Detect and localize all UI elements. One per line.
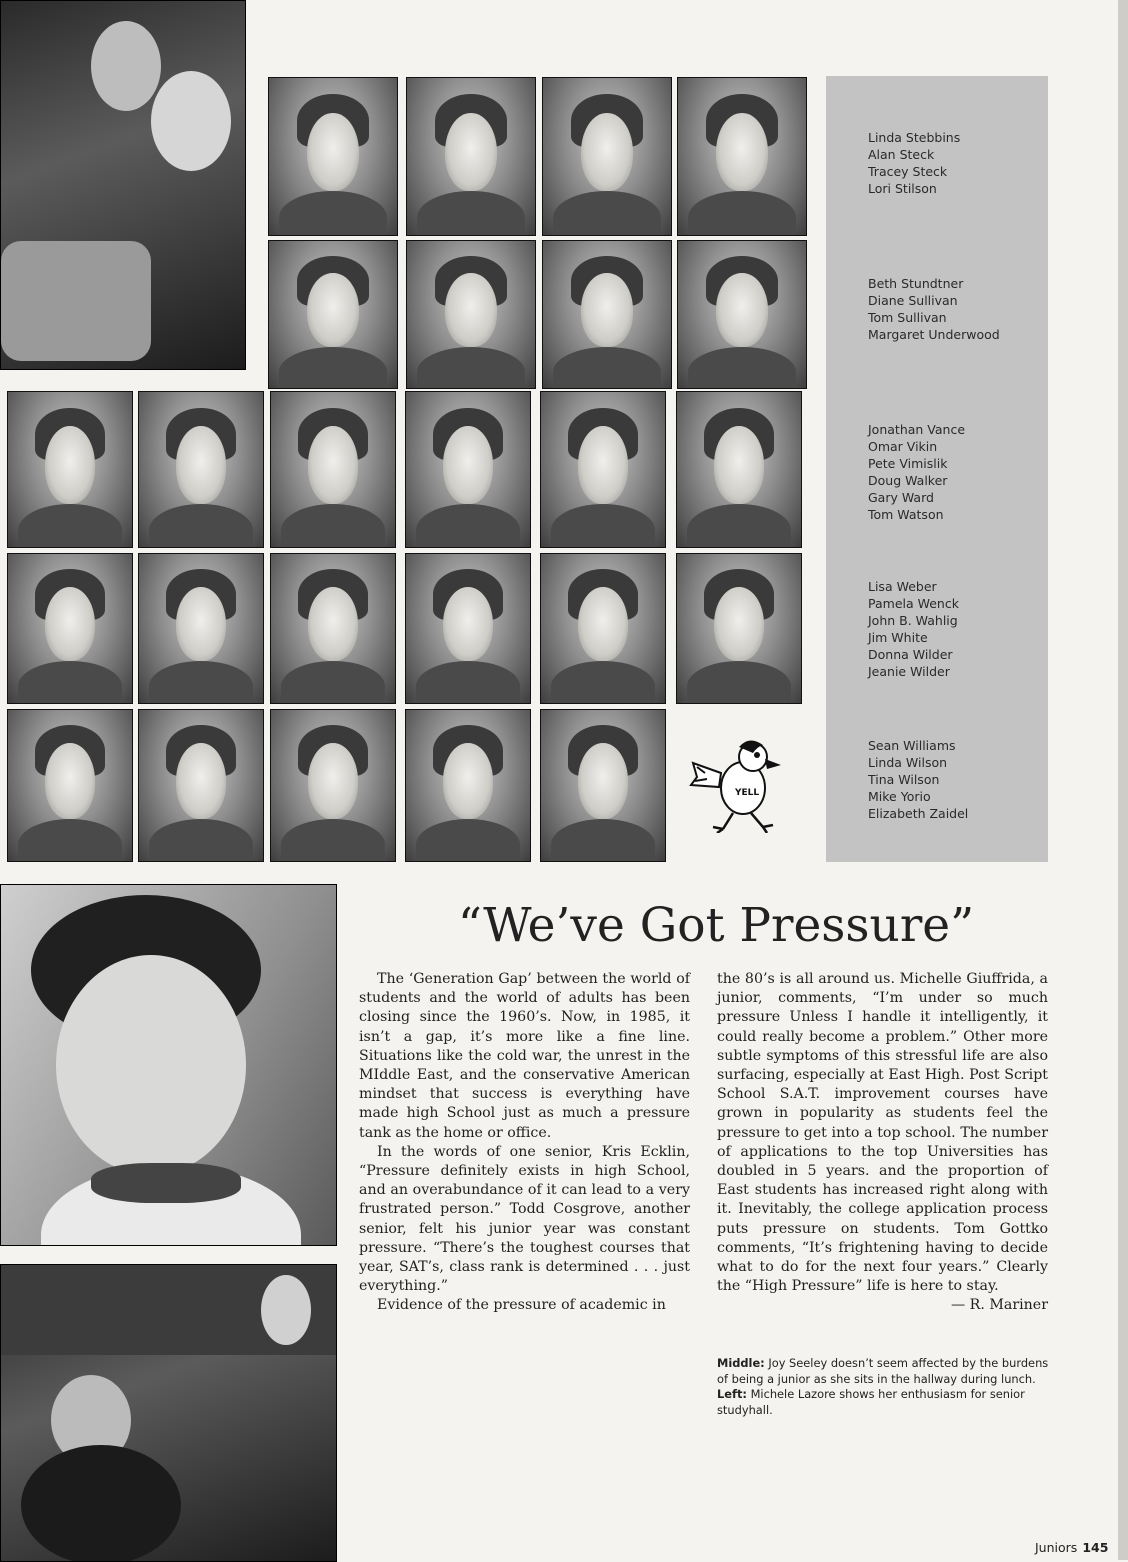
student-portrait <box>270 553 396 704</box>
caption-middle: Middle: Joy Seeley doesn’t seem affected by the burdens of being a junior as she sits in the hallway during lunch. <box>717 1356 1049 1386</box>
article-title: “We’ve Got Pressure” <box>457 898 975 953</box>
student-name: John B. Wahlig <box>868 613 958 628</box>
student-portrait <box>138 553 264 704</box>
student-name: Pete Vimislik <box>868 456 948 471</box>
candid-photo-top-left <box>0 0 246 370</box>
article-column-1 <box>359 970 690 1316</box>
article-paragraph: Evidence of the pressure of academic in <box>377 1297 666 1314</box>
student-portrait <box>676 391 802 548</box>
mascot-label: YELL <box>735 788 760 798</box>
student-name: Beth Stundtner <box>868 276 964 291</box>
student-portrait <box>542 77 672 236</box>
article-column-2 <box>717 970 1048 1316</box>
student-portrait <box>540 709 666 862</box>
student-portrait <box>406 77 536 236</box>
photo-captions <box>717 1356 1051 1418</box>
name-group <box>868 421 965 523</box>
student-portrait <box>268 240 398 389</box>
candid-photo-michele-lazore <box>0 1264 337 1562</box>
student-name: Jeanie Wilder <box>868 664 950 679</box>
student-name: Elizabeth Zaidel <box>868 806 969 821</box>
name-group <box>868 737 968 822</box>
article-paragraph: The ‘Generation Gap’ between the world of students and the world of adults has been closing since the 1960’s. Now, in 1985, it isn’t a gap, it’s more like a fine line. Situations like the cold war, the unrest in the MIddle East, and the conservative American mindset that success is everything have made high School just as much a pressure tank as the home or office. <box>359 971 690 1141</box>
article-paragraph: In the words of one senior, Kris Ecklin, “Pressure definitely exists in high School, and an overabundance of it can lead to a very frustrated person.” Todd Cosgrove, another senior, felt his junior year was constant pressure. “There’s the toughest courses that year, SAT’s, class rank is determined . . . just everything.” <box>359 1143 690 1295</box>
page-edge <box>1118 0 1128 1560</box>
student-portrait <box>677 77 807 236</box>
student-portrait <box>405 391 531 548</box>
student-name: Linda Wilson <box>868 755 948 770</box>
student-name: Mike Yorio <box>868 789 931 804</box>
student-name: Pamela Wenck <box>868 596 959 611</box>
student-name: Diane Sullivan <box>868 293 958 308</box>
student-name: Tom Watson <box>868 507 944 522</box>
student-name: Lisa Weber <box>868 579 937 594</box>
student-name: Tina Wilson <box>868 772 940 787</box>
student-portrait <box>138 391 264 548</box>
page-folio <box>1035 1540 1108 1555</box>
student-name: Gary Ward <box>868 490 934 505</box>
student-name: Omar Vikin <box>868 439 938 454</box>
name-group <box>868 129 960 197</box>
student-portrait <box>406 240 536 389</box>
article-paragraph: the 80’s is all around us. Michelle Giuffrida, a junior, comments, “I’m under so much pressure Unless I handle it intelligently, it could really become a problem.” Other more subtle symptoms of this stressful life are also surfacing, especially at East High. Post Script School S.A.T. improvement courses have grown in popularity as students feel the pressure to get into a top school. The number of applications to the top Universities has doubled in 5 years. and the proportion of East students has increased right along with it. Inevitably, the college application process puts pressure on students. Tom Gottko comments, “It’s frightening having to decide what to do for the next four years.” Clearly the “High Pressure” life is here to stay. <box>717 971 1048 1295</box>
name-group <box>868 578 959 680</box>
student-portrait <box>7 391 133 548</box>
student-portrait <box>405 709 531 862</box>
student-portrait <box>268 77 398 236</box>
student-name: Doug Walker <box>868 473 948 488</box>
student-name: Linda Stebbins <box>868 130 961 145</box>
student-name: Jim White <box>868 630 928 645</box>
student-portrait <box>270 391 396 548</box>
student-name: Sean Williams <box>868 738 956 753</box>
caption-left: Left: Michele Lazore shows her enthusiasm for senior studyhall. <box>717 1387 1025 1417</box>
student-name: Alan Steck <box>868 147 935 162</box>
bird-mascot-icon <box>683 733 791 833</box>
student-portrait <box>540 391 666 548</box>
student-name: Lori Stilson <box>868 181 937 196</box>
student-portrait <box>7 709 133 862</box>
section-name: Juniors <box>1035 1540 1078 1555</box>
student-portrait <box>542 240 672 389</box>
page-number: 145 <box>1082 1540 1109 1555</box>
student-name: Margaret Underwood <box>868 327 1000 342</box>
student-portrait <box>540 553 666 704</box>
student-name: Tom Sullivan <box>868 310 947 325</box>
name-group <box>868 275 1000 343</box>
student-portrait <box>677 240 807 389</box>
student-portrait <box>405 553 531 704</box>
student-portrait <box>676 553 802 704</box>
candid-photo-joy-seeley <box>0 884 337 1246</box>
student-name: Jonathan Vance <box>868 422 966 437</box>
student-portrait <box>138 709 264 862</box>
student-name: Tracey Steck <box>868 164 948 179</box>
student-portrait <box>7 553 133 704</box>
student-name: Donna Wilder <box>868 647 953 662</box>
article-byline: — R. Mariner <box>950 1297 1048 1314</box>
student-portrait <box>270 709 396 862</box>
